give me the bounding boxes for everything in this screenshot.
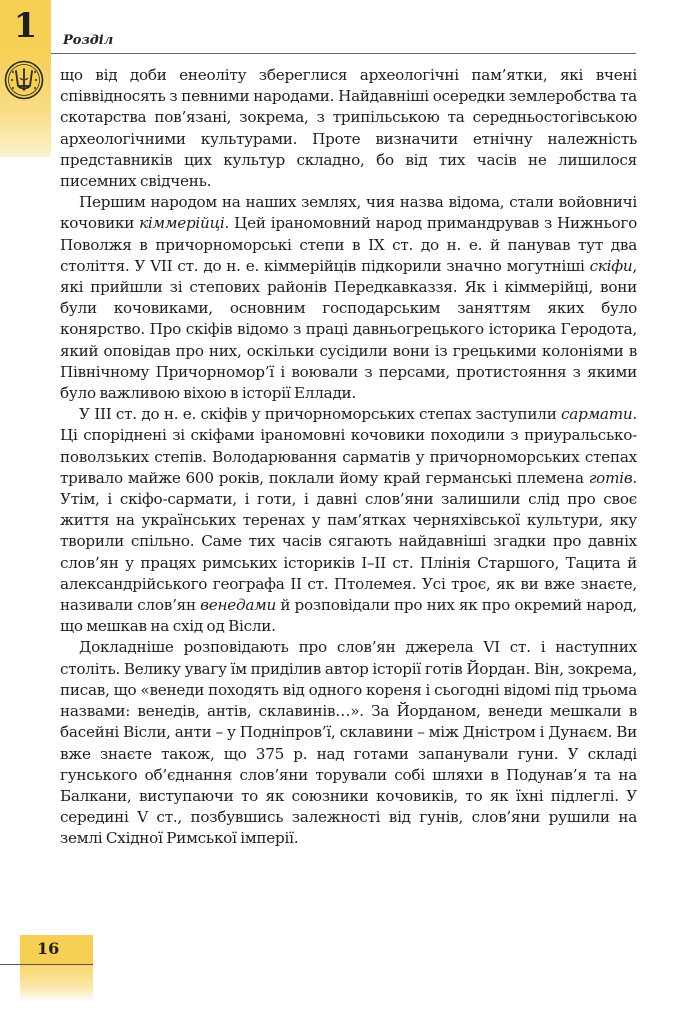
footer-accent-band (20, 965, 93, 1000)
paragraph-3-part-b: . Ці споріднені зі скіфами іраномовні кочовики походили з приуральсько-поволзьких степів. Володарювання сарматів у причорноморських степах тривало майже 600 років, поклали йому край германські племена (60, 405, 637, 487)
paragraph-2-part-b: . Цей іраномовний народ примандрував з Нижнього Поволжя в причорноморські степи в IX ст. до н. е. й панував тут два століття. У VII ст. до н. е. кіммерійців підкорили значно могутніші (60, 214, 637, 275)
paragraph-2-part-a: Першим народом на наших землях, чия назва відома, стали войовничі кочовики (60, 193, 637, 233)
paragraph-4: Докладніше розповідають про слов’ян джерела VI ст. і наступних століть. Велику увагу їм приділив автор історії готів Йордан. Він, зокрема, писав, що «венеди походять від одного кореня і сьогодні відомі під трьома назвами: венедів, антів, склавинів…». За Йорданом, венеди мешкали в басейні Вісли, анти – у Подніпров’ї, склавини – між Дністром і Дунаєм. Ви вже знаєте також, що 375 р. над готами запанували гуни. У складі гунського об’єднання слов’яни торували собі шляхи в Подунав’я та на Балкани, виступаючи то як союзники кочовиків, то як їхні підлеглі. У середині V ст., позбувшись залежності від гунів, слов’яни рушили на землі Східної Римської імперії. (60, 638, 637, 848)
header-divider (51, 53, 636, 54)
paragraph-3 (60, 404, 637, 637)
term-scythians: скіфи (589, 256, 633, 275)
term-sarmatians: сармати (561, 405, 633, 424)
paragraph-2 (60, 192, 637, 404)
paragraph-2-part-c: , які прийшли зі степових районів Передкавказзя. Як і кіммерійці, вони були кочовиками, основним господарським заняттям яких було конярство. Про скіфів відомо з праці давньогрецького історика Геродота, який оповідав про них, оскільки сусідили вони із грецькими колоніями в Північному Причорномор’ї і воювали з персами, протистояння з якими було важливою віхою в історії Еллади. (60, 256, 637, 403)
body-text (60, 65, 637, 850)
term-veneds: венедами (200, 596, 277, 615)
term-goths: готів (588, 468, 633, 487)
chapter-number: 1 (13, 6, 38, 46)
page-number: 16 (37, 939, 60, 958)
paragraph-3-part-c: . Утім, і скіфо-сармати, і готи, і давні слов’яни залишили слід про своє життя на українських теренах у пам’ятках черняхівської культури, яку творили спільно. Саме тих часів сягають найдавніші згадки про давніх слов’ян у працях римських істориків I–II ст. Плінія Старшого, Тацита й александрійського географа II ст. Птолемея. Усі троє, як ви вже знаєте, називали слов’ян (60, 468, 637, 615)
trident-emblem-icon (4, 60, 44, 100)
section-label: Розділ (63, 33, 114, 48)
term-kimmerians: кіммерійці (139, 214, 225, 233)
paragraph-3-part-a: У III ст. до н. е. скіфів у причорноморських степах заступили (79, 405, 562, 424)
paragraph-3-part-d: й розповідали про них як про окремий народ, що мешкав на схід од Вісли. (60, 596, 637, 636)
paragraph-1: що від доби енеоліту збереглися археологічні пам’ятки, які вчені співвідносять з певними народами. Найдавніші осередки землеробства та скотарства пов’язані, зокрема, з трипільською та середньостогівською археологічними культурами. Проте визначити етнічну належність представників цих культур складно, бо від тих часів не лишилося писемних свідчень. (60, 66, 637, 191)
chapter-tab (0, 0, 51, 52)
